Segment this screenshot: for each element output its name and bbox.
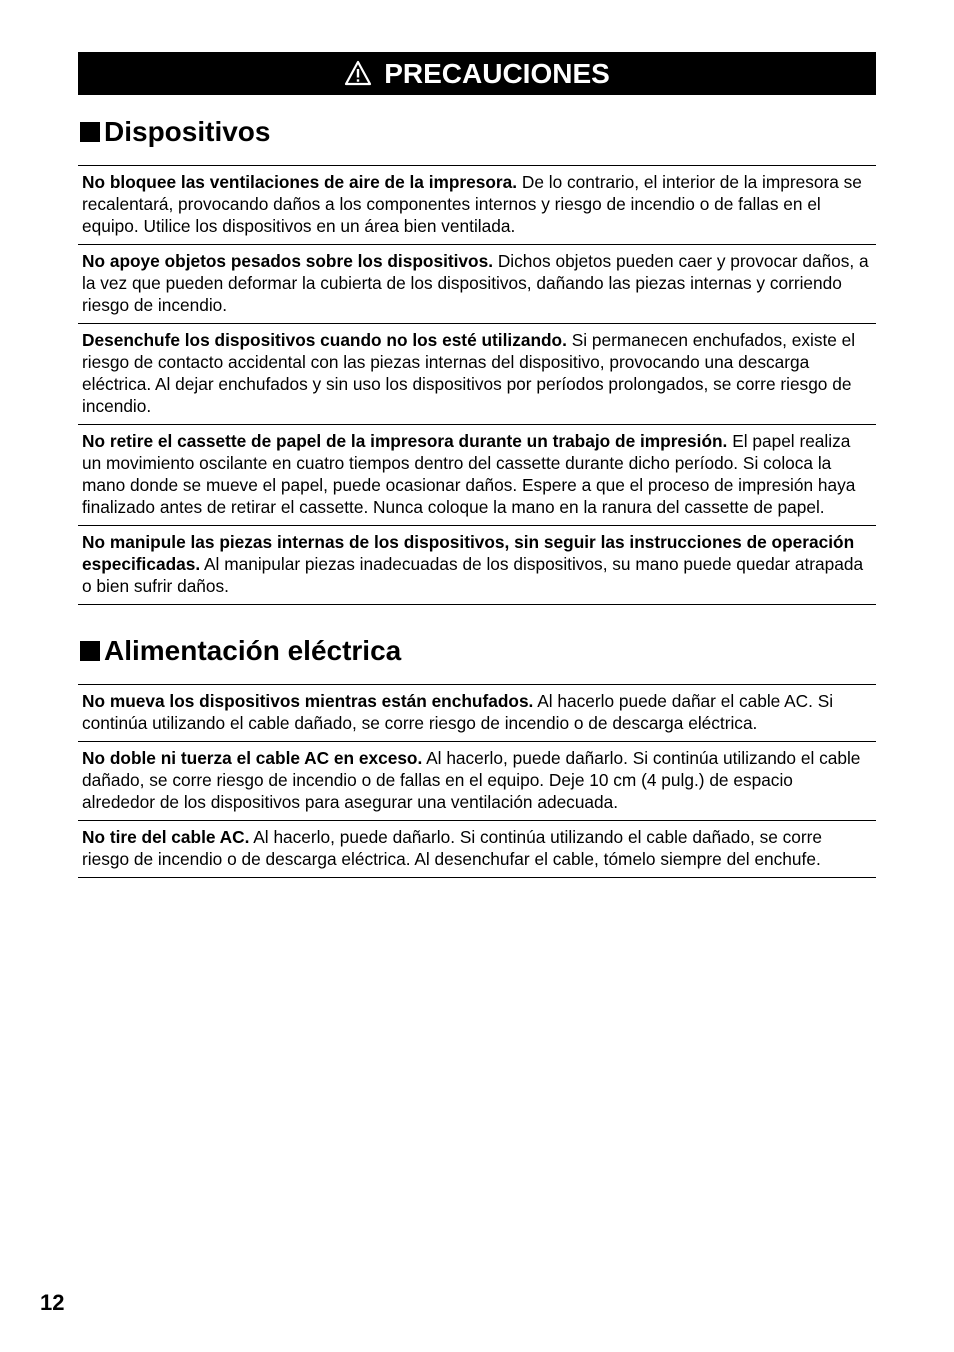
section-heading-alimentacion xyxy=(80,635,401,667)
item-bold-text: No tire del cable AC. xyxy=(82,827,250,847)
item-text: Al hacerlo, puede dañarlo. Si continúa utilizando el cable dañado, se corre riesgo de incendio o de descarga eléctrica. Al desenchufar el cable, tómelo siempre del enchufe. xyxy=(82,827,823,869)
list-item xyxy=(78,424,876,525)
item-text: Al hacerlo puede dañar el cable AC. Si continúa utilizando el cable dañado, se corre riesgo de incendio o de descarga eléctrica. xyxy=(82,691,834,733)
precautions-banner xyxy=(78,52,876,95)
page-number: 12 xyxy=(40,1290,65,1315)
square-bullet-icon xyxy=(80,641,100,661)
item-bold-text: No retire el cassette de papel de la impresora durante un trabajo de impresión. xyxy=(82,431,728,451)
item-text: Al manipular piezas inadecuadas de los dispositivos, su mano puede quedar atrapada o bien sufrir daños. xyxy=(82,554,864,596)
list-item xyxy=(78,525,876,605)
item-bold-text: No mueva los dispositivos mientras están enchufados. xyxy=(82,691,534,711)
alimentacion-list xyxy=(78,684,876,878)
dispositivos-list xyxy=(78,165,876,605)
list-item xyxy=(78,165,876,244)
item-bold-text: No manipule las piezas internas de los dispositivos, sin seguir las instrucciones de operación especificadas. xyxy=(82,532,855,574)
warning-triangle-icon xyxy=(344,60,372,86)
list-item xyxy=(78,684,876,741)
item-bold-text: No apoye objetos pesados sobre los dispositivos. xyxy=(82,251,494,271)
list-item xyxy=(78,820,876,878)
list-item xyxy=(78,244,876,323)
section-heading-text: Alimentación eléctrica xyxy=(104,635,402,666)
item-bold-text: Desenchufe los dispositivos cuando no los esté utilizando. xyxy=(82,330,567,350)
section-heading-text: Dispositivos xyxy=(104,116,271,147)
item-text: Dichos objetos pueden caer y provocar daños, a la vez que pueden deformar la cubierta de los dispositivos, dañando las piezas internas y corriendo riesgo de incendio. xyxy=(82,251,869,315)
list-item xyxy=(78,323,876,424)
section-heading-dispositivos xyxy=(80,116,270,148)
list-item xyxy=(78,741,876,820)
item-bold-text: No doble ni tuerza el cable AC en exceso. xyxy=(82,748,423,768)
square-bullet-icon xyxy=(80,122,100,142)
item-bold-text: No bloquee las ventilaciones de aire de la impresora. xyxy=(82,172,518,192)
item-text: De lo contrario, el interior de la impresora se recalentará, provocando daños a los componentes internos y riesgo de incendio o de fallas en el equipo. Utilice los dispositivos en un área bien ventilada. xyxy=(82,172,862,236)
item-text: Si permanecen enchufados, existe el riesgo de contacto accidental con las piezas internas del dispositivo, provocando una descarga eléctrica. Al dejar enchufados y sin uso los dispositivos por períodos prolongados, se corre riesgo de incendio. xyxy=(82,330,856,416)
banner-title: PRECAUCIONES xyxy=(384,57,610,89)
item-text: El papel realiza un movimiento oscilante en cuatro tiempos dentro del cassette durante dicho período. Si coloca la mano donde se mueve el papel, puede ocasionar daños. Espere a que el proceso de impresión haya finalizado antes de retirar el cassette. Nunca coloque la mano en la ranura del cassette de papel. xyxy=(82,431,856,517)
item-text: Al hacerlo, puede dañarlo. Si continúa utilizando el cable dañado, se corre riesgo de incendio o de fallas en el equipo. Deje 10 cm (4 pulg.) de espacio alrededor de los dispositivos para asegurar una ventilación adecuada. xyxy=(82,748,861,812)
